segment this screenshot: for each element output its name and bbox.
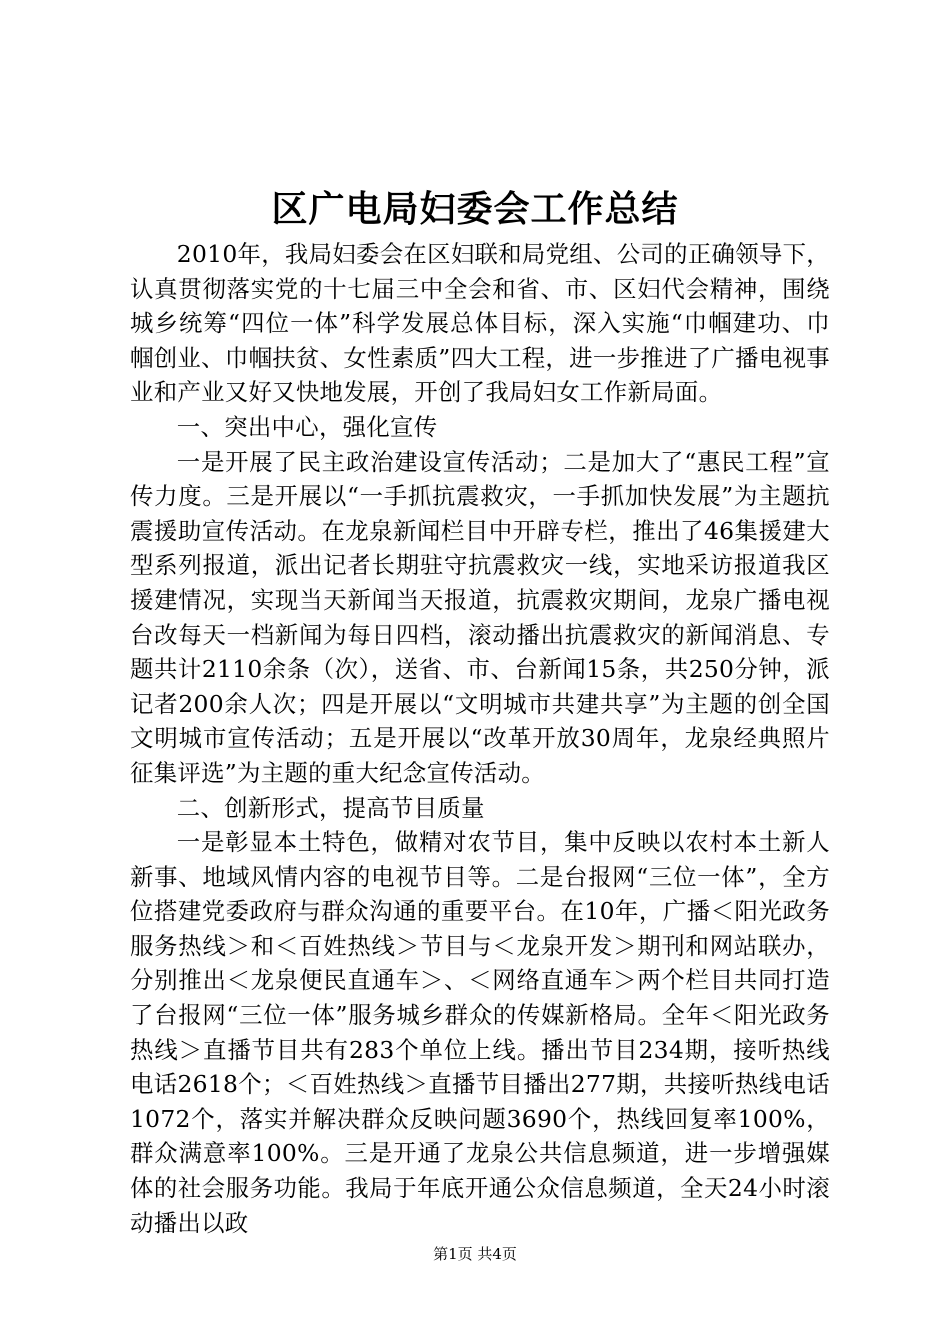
section-2-paragraph: 一是彰显本土特色，做精对农节目，集中反映以农村本土新人新事、地域风情内容的电视节目等。二是台报网“三位一体”，全方位搭建党委政府与群众沟通的重要平台。在10年，广播＜阳光政务服务热线＞和＜百姓热线＞节目与＜龙泉开发＞期刊和网站联办，分别推出＜龙泉便民直通车＞、＜网络直通车＞两个栏目共同打造了台报网“三位一体”服务城乡群众的传媒新格局。全年＜阳光政务热线＞直播节目共有283个单位上线。播出节目234期，接听热线电话2618个；＜百姓热线＞直播节目播出277期，共接听热线电话1072个，落实并解决群众反映问题3690个，热线回复率100%，群众满意率100%。三是开通了龙泉公共信息频道，进一步增强媒体的社会服务功能。我局于年底开通公众信息频道，全天24小时滚动播出以政	[130, 828, 830, 1237]
page-footer: 第1页 共4页	[433, 1245, 517, 1263]
section-heading-2: 二、创新形式，提高节目质量	[176, 793, 485, 822]
section-heading-1: 一、突出中心，强化宣传	[176, 412, 438, 441]
section-1-paragraph: 一是开展了民主政治建设宣传活动；二是加大了“惠民工程”宣传力度。三是开展以“一手抓抗震救灾，一手抓加快发展”为主题抗震援助宣传活动。在龙泉新闻栏目中开辟专栏，推出了46集援建大型系列报道，派出记者长期驻守抗震救灾一线，实地采访报道我区援建情况，实现当天新闻当天报道，抗震救灾期间，龙泉广播电视台改每天一档新闻为每日四档，滚动播出抗震救灾的新闻消息、专题共计2110余条（次），送省、市、台新闻15条，共250分钟，派记者200余人次；四是开展以“文明城市共建共享”为主题的创全国文明城市宣传活动；五是开展以“改革开放30周年，龙泉经典照片征集评选”为主题的重大纪念宣传活动。	[130, 447, 830, 787]
document-title: 区广电局妇委会工作总结	[271, 188, 679, 230]
document-body	[130, 237, 830, 1240]
intro-paragraph: 2010年，我局妇委会在区妇联和局党组、公司的正确领导下，认真贯彻落实党的十七届三中全会和省、市、区妇代会精神，围绕城乡统筹“四位一体”科学发展总体目标，深入实施“巾帼建功、巾帼创业、巾帼扶贫、女性素质”四大工程，进一步推进了广播电视事业和产业又好又快地发展，开创了我局妇女工作新局面。	[130, 240, 830, 407]
